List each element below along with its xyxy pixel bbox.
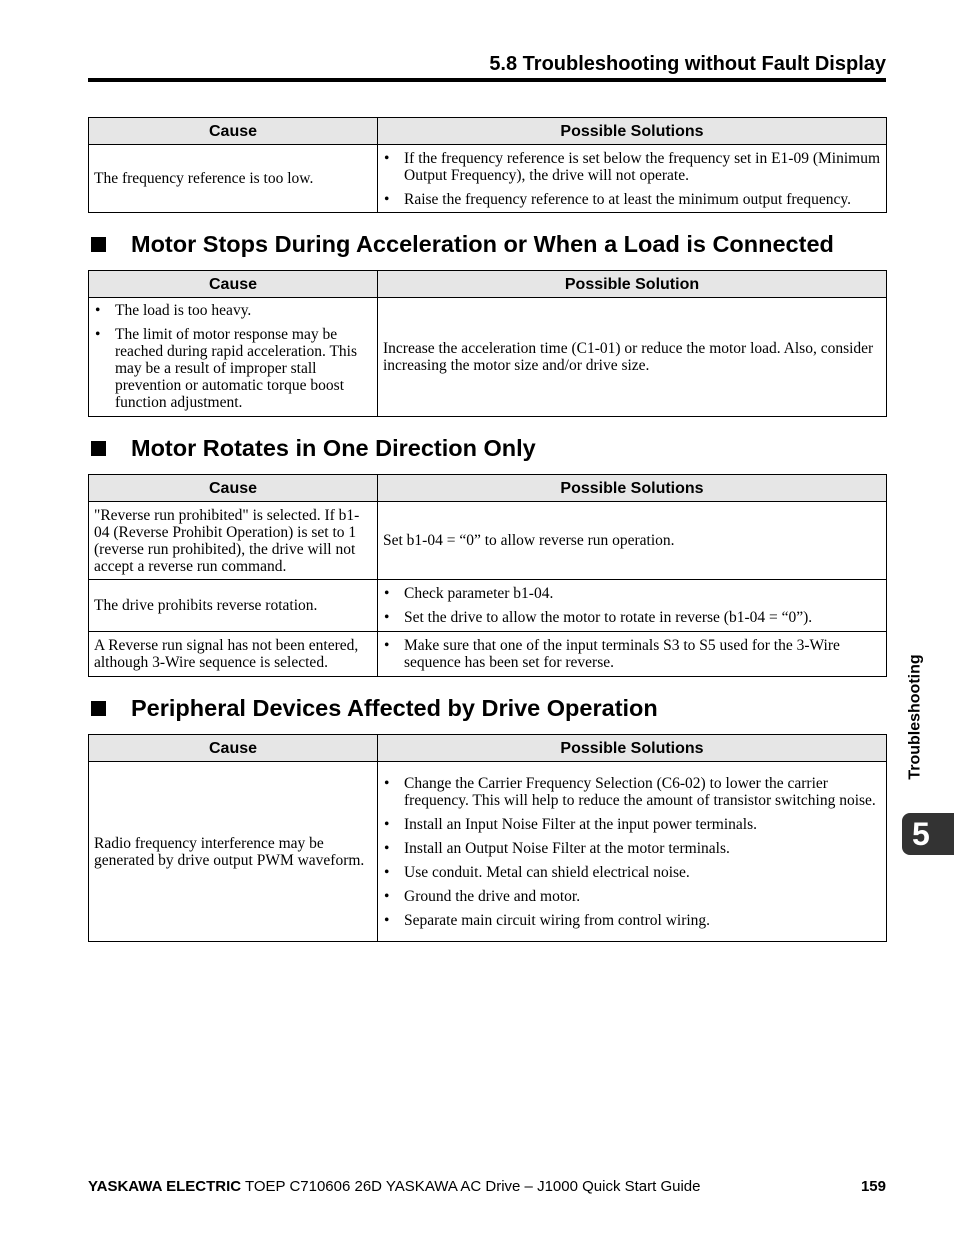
column-header-solutions: Possible Solutions (378, 475, 887, 502)
section-heading-motor-stops (88, 230, 886, 258)
page-footer (88, 1178, 886, 1196)
section-heading-peripheral-devices (88, 694, 886, 722)
column-header-cause: Cause (89, 118, 378, 145)
table-row (89, 762, 887, 942)
cause-cell: The drive prohibits reverse rotation. (89, 580, 378, 632)
frequency-reference-table (88, 117, 887, 213)
list-item: • The load is too heavy. (94, 302, 372, 319)
table-row (89, 145, 887, 213)
column-header-cause: Cause (89, 735, 378, 762)
table-row (89, 580, 887, 632)
list-item: • Install an Input Noise Filter at the input power terminals. (383, 816, 881, 833)
section-heading-one-direction (88, 434, 886, 462)
column-header-cause: Cause (89, 271, 378, 298)
chapter-number-tab: 5 (902, 813, 954, 855)
peripheral-devices-table (88, 734, 887, 942)
table-header-row (89, 118, 887, 145)
list-item: • Change the Carrier Frequency Selection (C6-02) to lower the carrier frequency. This will help to reduce the amount of transistor switching noise. (383, 775, 881, 809)
solution-cell: Increase the acceleration time (C1-01) or reduce the motor load. Also, consider increasing the motor size and/or drive size. (378, 298, 887, 417)
square-bullet-icon (91, 701, 106, 716)
solutions-cell (378, 632, 887, 677)
table-header-row (89, 735, 887, 762)
square-bullet-icon (91, 237, 106, 252)
footer-brand: YASKAWA ELECTRIC (88, 1178, 242, 1195)
cause-cell: Radio frequency interference may be generated by drive output PWM waveform. (89, 762, 378, 942)
column-header-solution: Possible Solution (378, 271, 887, 298)
list-item: • If the frequency reference is set below the frequency set in E1-09 (Minimum Output Frequency), the drive will not operate. (383, 150, 881, 184)
list-item: • Use conduit. Metal can shield electrical noise. (383, 864, 881, 881)
list-item: • Install an Output Noise Filter at the motor terminals. (383, 840, 881, 857)
list-item: • Check parameter b1-04. (383, 585, 881, 602)
cause-cell: A Reverse run signal has not been entered, although 3-Wire sequence is selected. (89, 632, 378, 677)
side-tab-label (903, 646, 929, 788)
cause-cell: "Reverse run prohibited" is selected. If b1-04 (Reverse Prohibit Operation) is set to 1 (reverse run prohibited), the drive will not accept a reverse run command. (89, 502, 378, 580)
list-item: • The limit of motor response may be reached during rapid acceleration. This may be a result of improper stall prevention or automatic torque boost function adjustment. (94, 326, 372, 411)
table-row (89, 502, 887, 580)
section-title: Motor Rotates in One Direction Only (131, 435, 536, 461)
list-item: • Set the drive to allow the motor to rotate in reverse (b1-04 = “0”). (383, 609, 881, 626)
solution-cell: Set b1-04 = “0” to allow reverse run operation. (378, 502, 887, 580)
list-item: • Raise the frequency reference to at least the minimum output frequency. (383, 191, 881, 208)
solutions-cell (378, 145, 887, 213)
cause-cell: The frequency reference is too low. (89, 145, 378, 213)
cause-cell (89, 298, 378, 417)
column-header-cause: Cause (89, 475, 378, 502)
table-row (89, 632, 887, 677)
solutions-cell (378, 580, 887, 632)
table-row (89, 298, 887, 417)
column-header-solutions: Possible Solutions (378, 735, 887, 762)
section-title: Motor Stops During Acceleration or When a Load is Connected (131, 231, 834, 257)
solutions-cell (378, 762, 887, 942)
list-item: • Make sure that one of the input terminals S3 to S5 used for the 3-Wire sequence has been set for reverse. (383, 637, 881, 671)
header-rule (88, 78, 886, 82)
column-header-solutions: Possible Solutions (378, 118, 887, 145)
section-title: Peripheral Devices Affected by Drive Operation (131, 695, 658, 721)
list-item: • Separate main circuit wiring from control wiring. (383, 912, 881, 929)
table-header-row (89, 475, 887, 502)
square-bullet-icon (91, 441, 106, 456)
page-number: 159 (860, 1178, 886, 1195)
one-direction-table (88, 474, 887, 677)
footer-document-title: TOEP C710606 26D YASKAWA AC Drive – J1000 Quick Start Guide (241, 1178, 701, 1195)
list-item: • Ground the drive and motor. (383, 888, 881, 905)
motor-stops-table (88, 270, 887, 417)
side-tab-text: Troubleshooting (907, 654, 925, 780)
page-header-title: 5.8 Troubleshooting without Fault Display (489, 53, 886, 75)
table-header-row (89, 271, 887, 298)
